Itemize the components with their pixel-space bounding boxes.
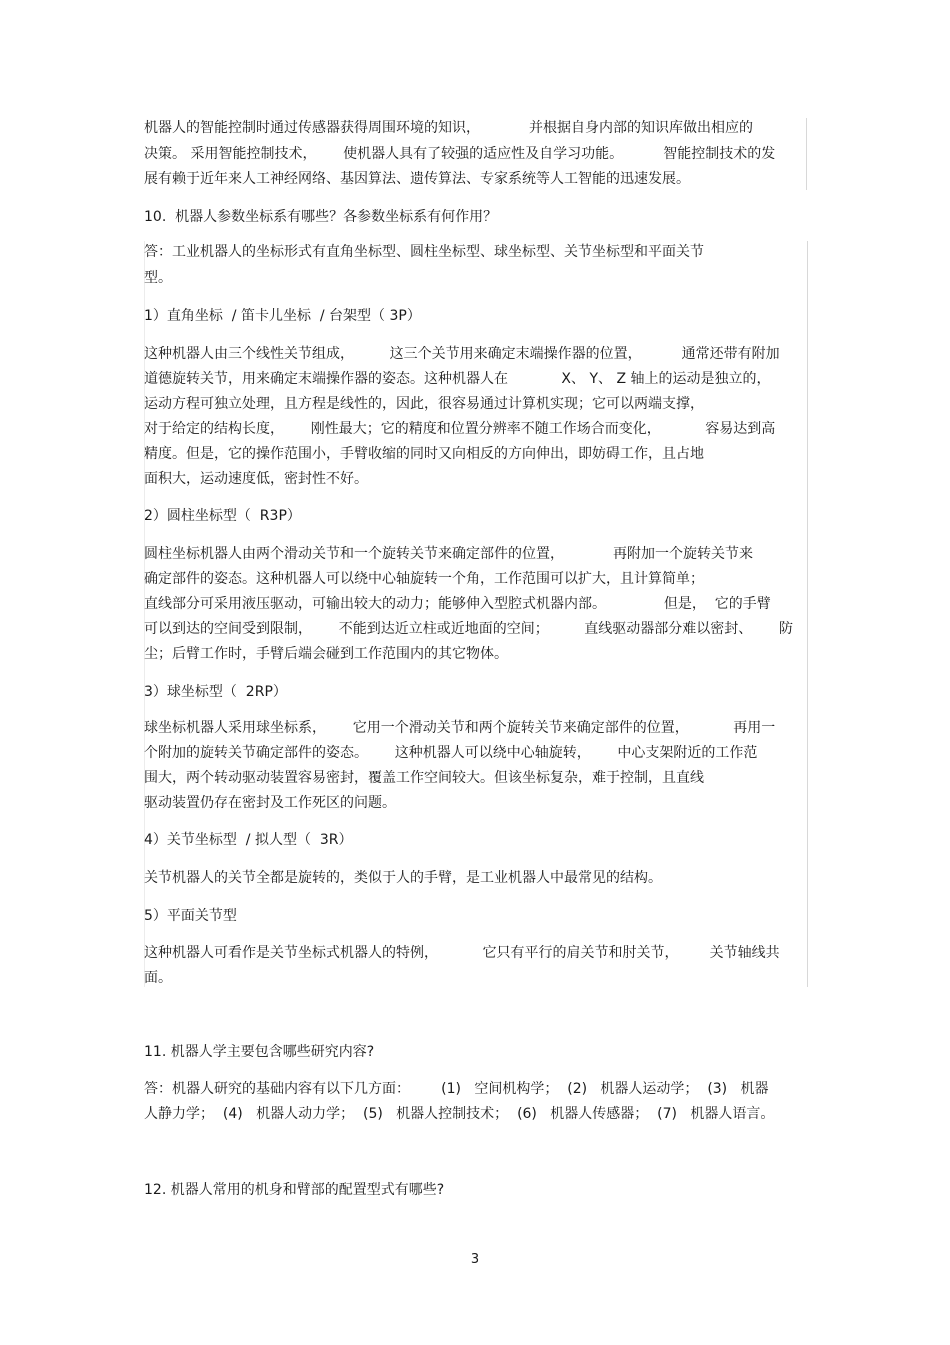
item-text: 关节机器人的关节全都是旋转的，类似于人的手臂，是工业机器人中最常见的结构。 <box>144 870 662 886</box>
answer-10-line: 型。 <box>144 270 172 286</box>
page-number: 3 <box>470 1252 480 1267</box>
item-text: 可以到达的空间受到限制， 不能到达近立柱或近地面的空间； 直线驱动器部分难以密封、 防 <box>144 621 794 637</box>
item-text: 对于给定的结构长度， 刚性最大；它的精度和位置分辨率不随工作场合而变化， 容易达到高 <box>144 421 776 437</box>
item-heading-cylindrical: 2）圆柱坐标型（ R3P） <box>144 508 301 524</box>
item-text: 精度。但是，它的操作范围小，手臂收缩的同时又向相反的方向伸出，即妨碍工作，且占地 <box>144 446 704 462</box>
intro-line: 机器人的智能控制时通过传感器获得周围环境的知识， 并根据自身内部的知识库做出相应的 <box>144 120 753 136</box>
item-text: 球坐标机器人采用球坐标系， 它用一个滑动关节和两个旋转关节来确定部件的位置， 再用一 <box>144 720 776 736</box>
question-12: 12. 机器人常用的机身和臂部的配置型式有哪些? <box>144 1182 445 1198</box>
item-text: 面积大，运动速度低，密封性不好。 <box>144 471 368 487</box>
item-text: 面。 <box>144 970 172 986</box>
question-10: 10. 机器人参数坐标系有哪些？各参数坐标系有何作用？ <box>144 209 498 225</box>
item-heading-scara: 5）平面关节型 <box>144 908 237 924</box>
item-text: 围大，两个转动驱动装置容易密封，覆盖工作空间较大。但该坐标复杂，难于控制，且直线 <box>144 770 704 786</box>
answer-11-line: 答：机器人研究的基础内容有以下几方面： (1) 空间机构学； (2) 机器人运动学； (3) 机器 <box>144 1081 769 1097</box>
item-text: 道德旋转关节，用来确定末端操作器的姿态。这种机器人在 X、 Y、 Z 轴上的运动是独立的， <box>144 371 771 387</box>
item-heading-spherical: 3）球坐标型（ 2RP） <box>144 684 287 700</box>
intro-line: 决策。 采用智能控制技术， 使机器人具有了较强的适应性及自学习功能。 智能控制技术的发 <box>144 146 776 162</box>
item-text: 尘；后臂工作时，手臂后端会碰到工作范围内的其它物体。 <box>144 646 508 662</box>
answer-11-line: 人静力学； (4) 机器人动力学； (5) 机器人控制技术； (6) 机器人传感器； (7) 机器人语言。 <box>144 1106 775 1122</box>
item-text: 确定部件的姿态。这种机器人可以绕中心轴旋转一个角，工作范围可以扩大，且计算简单； <box>144 571 704 587</box>
item-text: 圆柱坐标机器人由两个滑动关节和一个旋转关节来确定部件的位置， 再附加一个旋转关节来 <box>144 546 753 562</box>
intro-line: 展有赖于近年来人工神经网络、基因算法、遗传算法、专家系统等人工智能的迅速发展。 <box>144 171 690 187</box>
item-text: 这种机器人由三个线性关节组成， 这三个关节用来确定末端操作器的位置， 通常还带有附加 <box>144 346 780 362</box>
question-11: 11. 机器人学主要包含哪些研究内容? <box>144 1044 375 1060</box>
answer-10-line: 答：工业机器人的坐标形式有直角坐标型、圆柱坐标型、球坐标型、关节坐标型和平面关节 <box>144 244 704 260</box>
item-text: 个附加的旋转关节确定部件的姿态。 这种机器人可以绕中心轴旋转， 中心支架附近的工作范 <box>144 745 758 761</box>
item-text: 驱动装置仍存在密封及工作死区的问题。 <box>144 795 396 811</box>
item-text: 这种机器人可看作是关节坐标式机器人的特例， 它只有平行的肩关节和肘关节， 关节轴线共 <box>144 945 780 961</box>
item-heading-articulated: 4）关节坐标型 / 拟人型（ 3R） <box>144 832 353 848</box>
item-heading-cartesian: 1）直角坐标 / 笛卡儿坐标 / 台架型（ 3P） <box>144 308 421 324</box>
item-text: 运动方程可独立处理，且方程是线性的，因此，很容易通过计算机实现；它可以两端支撑， <box>144 396 704 412</box>
item-text: 直线部分可采用液压驱动，可输出较大的动力；能够伸入型腔式机器内部。 但是， 它的手臂 <box>144 596 771 612</box>
